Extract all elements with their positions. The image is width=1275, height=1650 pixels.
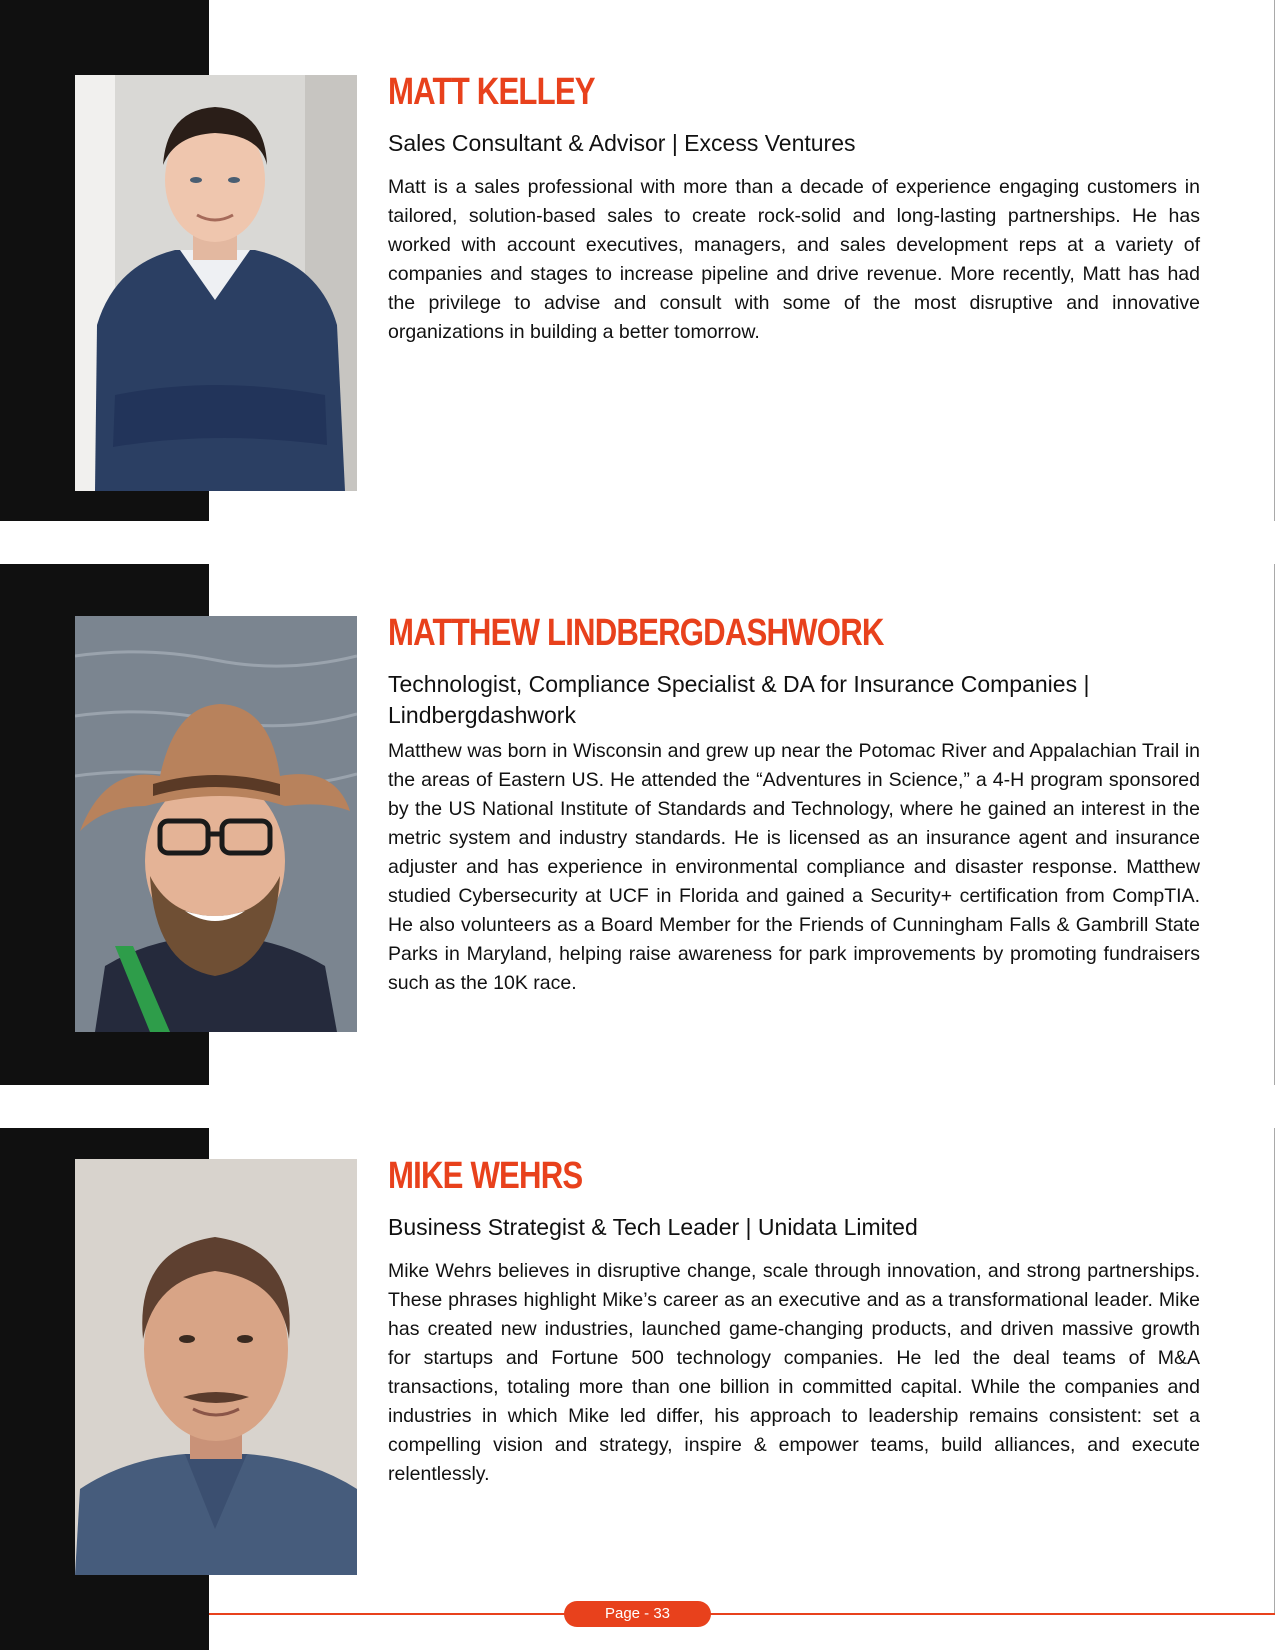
bio-section [388, 1152, 1200, 1489]
person-role: Technologist, Compliance Specialist & DA for Insurance Companies | Lindbergdashwork [388, 671, 1090, 728]
person-name: MATT KELLEY [388, 71, 595, 113]
bio-section [388, 609, 1200, 998]
person-role: Business Strategist & Tech Leader | Unidata Limited [388, 1214, 918, 1240]
portrait-photo-matt-kelley [75, 75, 357, 491]
person-name: MATTHEW LINDBERGDASHWORK [388, 612, 884, 654]
page-number-badge: Page - 33 [564, 1601, 711, 1627]
footer-rule [209, 1613, 1275, 1615]
person-name: MIKE WEHRS [388, 1155, 583, 1197]
person-bio: Mike Wehrs believes in disruptive change, scale through innovation, and strong partnerships. These phrases highlight Mike’s career as an executive and as a transformational leader. Mike has created new industries, launched game-changing products, and driven massive growth for startups and Fortune 500 technology companies. He led the deal teams of M&A transactions, totaling more than one billion in committed capital. While the companies and industries in which Mike led differ, his approach to leadership remains consistent: set a compelling vision and strategy, inspire & empower teams, build alliances, and execute relentlessly. [388, 1260, 1200, 1485]
portrait-photo-matthew-lindbergdashwork [75, 616, 357, 1032]
portrait-photo-mike-wehrs [75, 1159, 357, 1575]
person-role: Sales Consultant & Advisor | Excess Ventures [388, 130, 856, 156]
bio-section [388, 68, 1200, 347]
person-bio: Matthew was born in Wisconsin and grew up near the Potomac River and Appalachian Trail in the areas of Eastern US. He attended the “Adventures in Science,” a 4-H program sponsored by the US National Institute of Standards and Technology, where he gained an interest in the metric system and industry standards. He is licensed as an insurance agent and insurance adjuster and has experience in environmental compliance and disaster response. Matthew studied Cybersecurity at UCF in Florida and gained a Security+ certification from CompTIA. He also volunteers as a Board Member for the Friends of Cunningham Falls & Gambrill State Parks in Maryland, helping raise awareness for park improvements by promoting fundraisers such as the 10K race. [388, 740, 1200, 994]
person-bio: Matt is a sales professional with more than a decade of experience engaging customers in tailored, solution-based sales to create rock-solid and long-lasting partnerships. He has worked with account executives, managers, and sales development reps at a variety of companies and stages to increase pipeline and drive revenue. More recently, Matt has had the privilege to advise and consult with some of the most disruptive and innovative organizations in building a better tomorrow. [388, 176, 1200, 343]
